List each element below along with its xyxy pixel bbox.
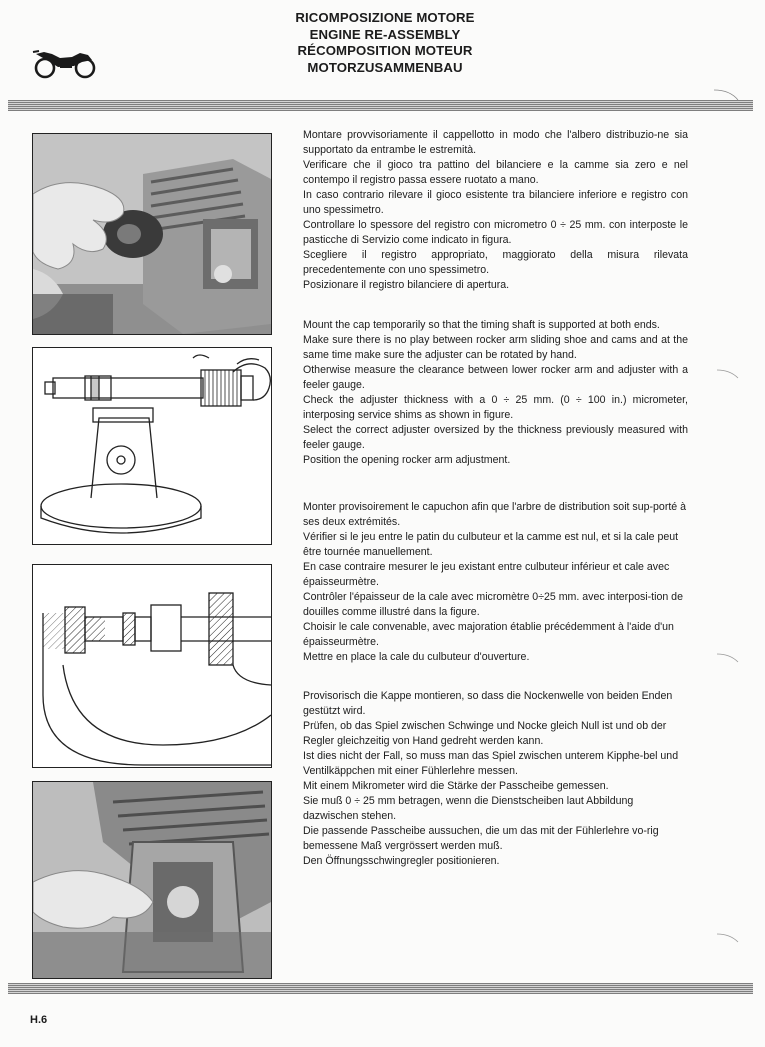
paragraph: Make sure there is no play between rocker arm sliding shoe and cams and at the same time make sure the adjuster can be rotated by hand. <box>303 334 688 361</box>
corner-mark-icon <box>716 368 740 380</box>
paragraph: En case contraire mesurer le jeu existant entre culbuteur inférieur et cale avec épaisseurmètre. <box>303 561 670 588</box>
figure-photo-position-adjuster <box>32 781 272 979</box>
paragraph: Position the opening rocker arm adjustment. <box>303 454 511 466</box>
paragraph: Otherwise measure the clearance between lower rocker arm and adjuster with a feeler gauge. <box>303 364 688 391</box>
page-number: H.6 <box>30 1014 48 1026</box>
footer-divider <box>8 983 753 994</box>
paragraph: Choisir le cale convenable, avec majoration établie précédemment à l'aide d'un épaisseurmètre. <box>303 621 674 648</box>
paragraph: Mettre en place la cale du culbuteur d'ouverture. <box>303 651 530 663</box>
paragraph: Mit einem Mikrometer wird die Stärke der Passcheibe gemessen. <box>303 780 609 792</box>
title-english: ENGINE RE-ASSEMBLY <box>309 26 461 42</box>
paragraph: Contrôler l'épaisseur de la cale avec micromètre 0÷25 mm. avec interposi-tion de douilles comme illustré dans la figure. <box>303 591 683 618</box>
figure-micrometer-section <box>32 564 272 768</box>
paragraph: Scegliere il registro appropriato, maggiorato della misura rilevata precedentemente con uno spessimetro. <box>303 249 688 276</box>
paragraph: Sie muß 0 ÷ 25 mm betragen, wenn die Dienstscheiben laut Abbildung dazwischen stehen. <box>303 795 634 822</box>
section-italian <box>303 128 688 293</box>
paragraph: Mount the cap temporarily so that the timing shaft is supported at both ends. <box>303 319 660 331</box>
page-title-block <box>250 10 520 76</box>
paragraph: In caso contrario rilevare il gioco esistente tra bilanciere inferiore e registro con uno spessimetro. <box>303 189 688 216</box>
motorcycle-logo-icon <box>30 40 100 80</box>
paragraph: Vérifier si le jeu entre le patin du culbuteur et la camme est nul, et si la cale peut être tournée manuellement. <box>303 531 679 558</box>
corner-mark-icon <box>716 932 740 944</box>
section-german <box>303 689 688 869</box>
title-italian: RICOMPOSIZIONE MOTORE <box>295 10 475 25</box>
title-german: MOTORZUSAMMENBAU <box>307 59 463 75</box>
paragraph: Monter provisoirement le capuchon afin que l'arbre de distribution soit sup-porté à ses deux extrémités. <box>303 501 687 528</box>
paragraph: Provisorisch die Kappe montieren, so dass die Nockenwelle von beiden Enden gestützt wird. <box>303 690 673 717</box>
paragraph: Montare provvisoriamente il cappellotto in modo che l'albero distribuzio-ne sia supportato da entrambe le estremità. <box>303 129 688 156</box>
figure-micrometer-measure <box>32 347 272 545</box>
paragraph: Prüfen, ob das Spiel zwischen Schwinge und Nocke gleich Null ist und ob der Regler gleichzeitig von Hand gedreht werden kann. <box>303 720 667 747</box>
title-french: RÉCOMPOSITION MOTEUR <box>297 43 473 58</box>
corner-mark-icon <box>716 652 740 664</box>
paragraph: Select the correct adjuster oversized by the thickness previously measured with feeler gauge. <box>303 424 688 451</box>
corner-mark-icon <box>712 88 742 102</box>
paragraph: Den Öffnungsschwingregler positionieren. <box>303 855 500 867</box>
paragraph: Verificare che il gioco tra pattino del bilanciere e la camme sia zero e nel contempo il registro passa essere ruotato a mano. <box>303 159 688 186</box>
header-divider <box>8 100 753 111</box>
paragraph: Posizionare il registro bilanciere di apertura. <box>303 279 510 291</box>
section-french <box>303 500 688 665</box>
paragraph: Ist dies nicht der Fall, so muss man das Spiel zwischen unterem Kipphe-bel und Ventilkäppchen mit einer Fühlerlehre messen. <box>303 750 679 777</box>
figure-photo-rocker-adjust <box>32 133 272 335</box>
paragraph: Check the adjuster thickness with a 0 ÷ 25 mm. (0 ÷ 100 in.) micrometer, interposing service shims as shown in figure. <box>303 394 688 421</box>
paragraph: Controllare lo spessore del registro con micrometro 0 ÷ 25 mm. con interposte le pasticche di Servizio come indicato in figura. <box>303 219 688 246</box>
paragraph: Die passende Passcheibe aussuchen, die um das mit der Fühlerlehre vo-rig bemessene Maß vergrössert werden muß. <box>303 825 659 852</box>
section-english <box>303 318 688 468</box>
